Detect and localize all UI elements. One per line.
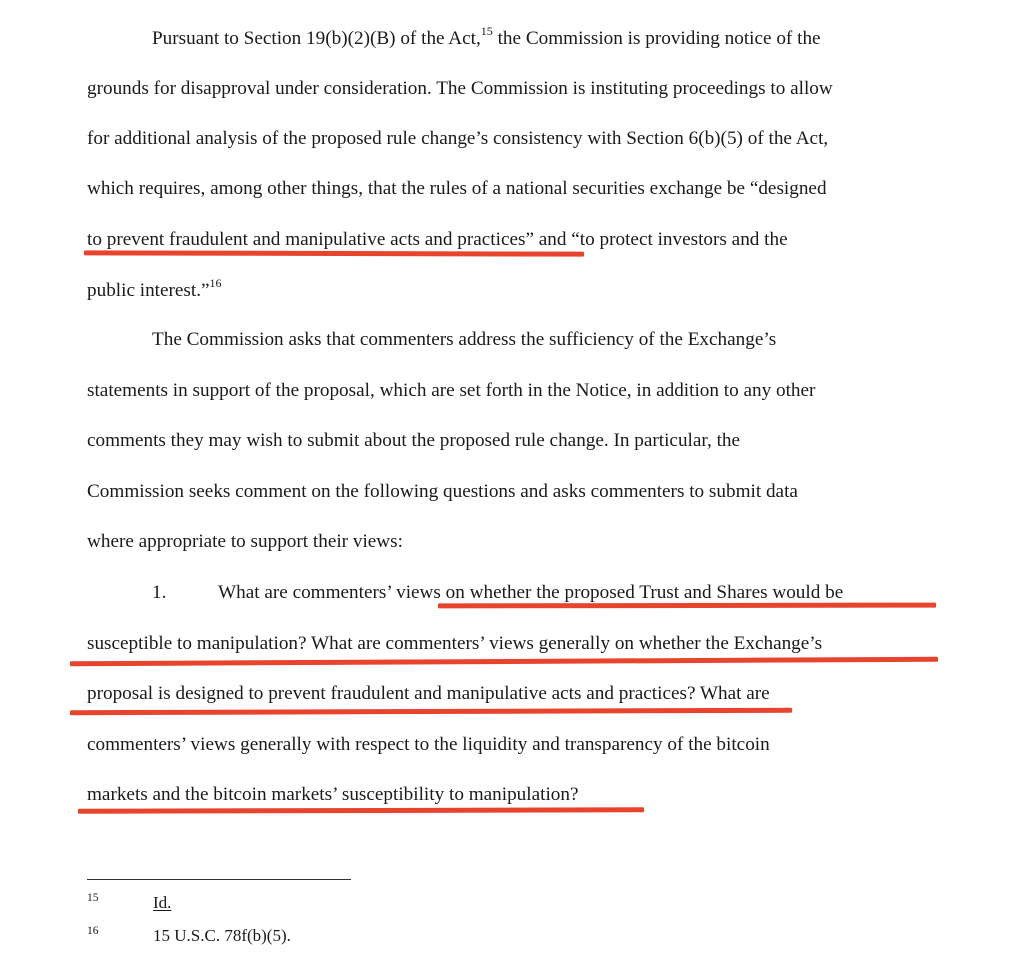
paragraph-1-line-2: grounds for disapproval under consideration. The Commission is instituting proceedings to allow (87, 78, 833, 99)
paragraph-1-line-1: Pursuant to Section 19(b)(2)(B) of the Act,$^{15}$ the Commission is providing notice of the (152, 23, 821, 49)
paragraph-2-line-2: statements in support of the proposal, which are set forth in the Notice, in addition to any other (87, 380, 816, 401)
footnote-15-number: 15 (87, 892, 99, 904)
highlight-underline-3 (70, 657, 938, 667)
paragraph-2-line-5: where appropriate to support their views: (87, 531, 403, 552)
question-1-line-4: commenters’ views generally with respect to the liquidity and transparency of the bitcoin (87, 734, 770, 755)
highlight-underline-2 (438, 603, 936, 609)
footnote-ref-16: 16 (209, 275, 222, 290)
question-1-line-5: markets and the bitcoin markets’ susceptibility to manipulation? (87, 784, 579, 805)
question-1-line-3: proposal is designed to prevent fraudulent and manipulative acts and practices? What are (87, 683, 770, 704)
question-1-line-1: What are commenters’ views on whether the proposed Trust and Shares would be (218, 582, 844, 603)
footnote-ref-15: 15 (480, 23, 493, 38)
paragraph-1-line-4: which requires, among other things, that the rules of a national securities exchange be “designed (87, 178, 827, 199)
paragraph-1-line-5: to prevent fraudulent and manipulative acts and practices” and “to protect investors and the (87, 229, 788, 250)
question-1-line-2: susceptible to manipulation? What are commenters’ views generally on whether the Exchange’s (87, 633, 823, 654)
highlight-underline-4 (70, 708, 792, 716)
highlight-underline-5 (78, 807, 644, 813)
paragraph-2-line-4: Commission seeks comment on the following questions and asks commenters to submit data (87, 481, 798, 502)
footnote-16-text: 15 U.S.C. 78f(b)(5). (153, 926, 291, 945)
footnote-16-number: 16 (87, 925, 99, 937)
question-1-number: 1. (152, 582, 167, 603)
highlight-underline-1 (84, 250, 584, 256)
paragraph-2-line-3: comments they may wish to submit about the proposed rule change. In particular, the (87, 430, 741, 451)
paragraph-2-line-1: The Commission asks that commenters address the sufficiency of the Exchange’s (152, 329, 777, 350)
paragraph-1-line-3: for additional analysis of the proposed rule change’s consistency with Section 6(b)(5) of the Act, (87, 128, 829, 149)
footnote-15-text: Id. (153, 893, 172, 912)
paragraph-1-line-6: public interest.”$^{16}$ (87, 275, 222, 301)
footnote-separator (87, 879, 351, 880)
